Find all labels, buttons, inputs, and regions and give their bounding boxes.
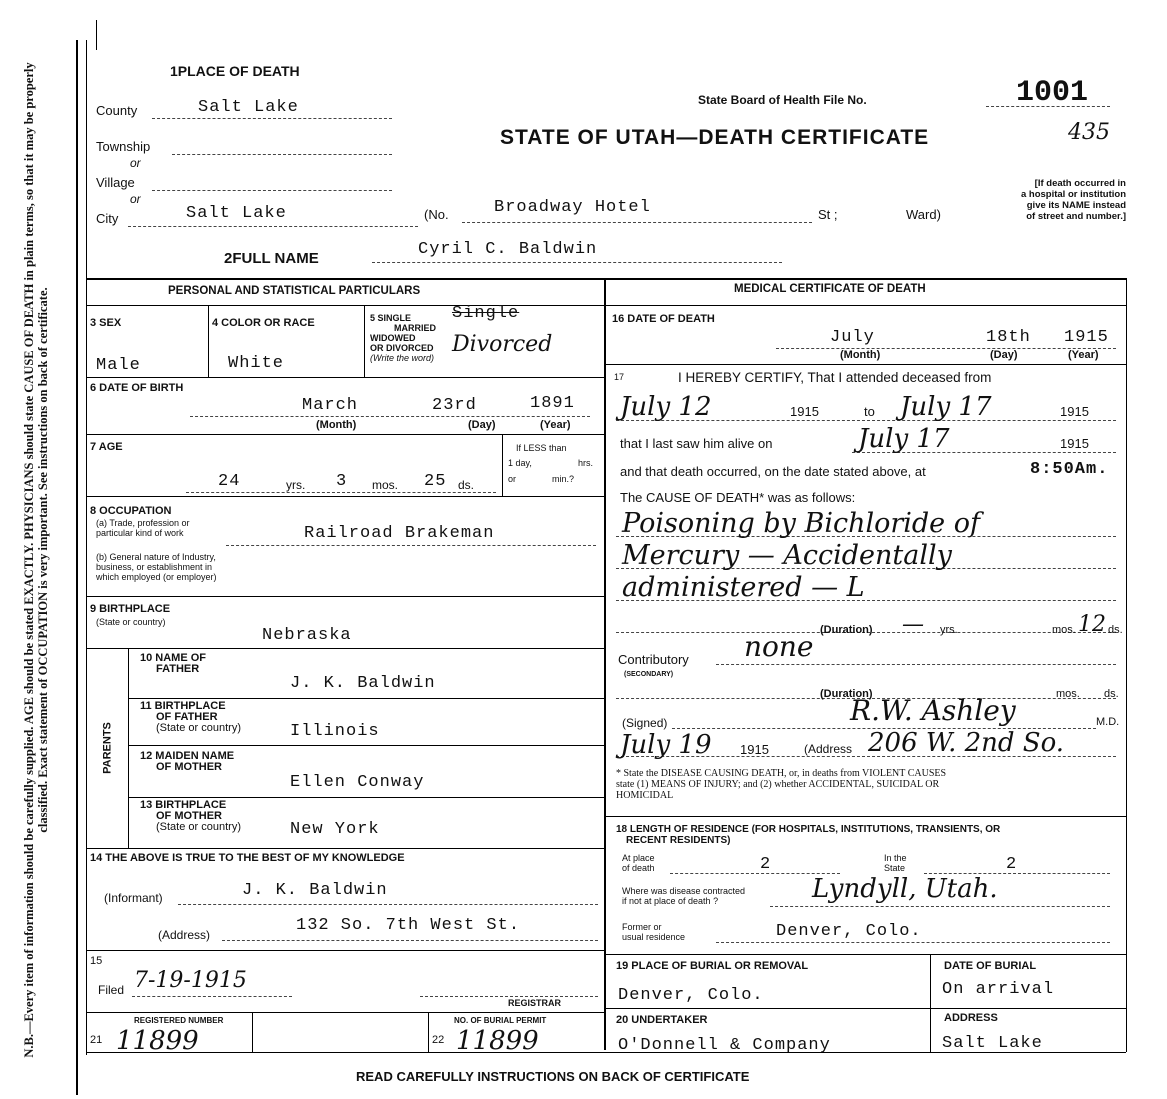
cause-footnote: * State the DISEASE CAUSING DEATH, or, in deaths from VIOLENT CAUSES state (1) MEANS OF INJURY; and (2) whether ACCIDENTAL, SUICIDAL OR HOMICIDAL bbox=[616, 768, 947, 801]
month-caption: (Month) bbox=[840, 349, 881, 361]
grid-line bbox=[86, 305, 604, 306]
month-caption: (Month) bbox=[316, 419, 357, 431]
dod-label: 16 DATE OF DEATH bbox=[612, 313, 715, 325]
color-label: 4 COLOR OR RACE bbox=[212, 317, 315, 329]
dod-day: 18th bbox=[986, 328, 1031, 347]
grid-line bbox=[604, 816, 1126, 817]
undertaker-value: O'Donnell & Company bbox=[618, 1036, 831, 1055]
grid-line bbox=[86, 848, 604, 849]
dob-month: March bbox=[302, 396, 359, 415]
informant-address-value: 132 So. 7th West St. bbox=[296, 916, 521, 935]
grid-line bbox=[86, 496, 604, 497]
reg-num-prefix: 21 bbox=[90, 1034, 103, 1046]
grid-line bbox=[604, 954, 1126, 955]
registered-number-label: REGISTERED NUMBER bbox=[134, 1016, 224, 1025]
informant-line bbox=[178, 904, 598, 905]
frame-tick bbox=[96, 20, 97, 50]
full-name-line bbox=[372, 262, 782, 263]
father-bp-value: Illinois bbox=[290, 722, 380, 741]
day-caption: (Day) bbox=[990, 349, 1018, 361]
birthplace-value: Nebraska bbox=[262, 626, 352, 645]
grid-line bbox=[86, 278, 1126, 280]
occ-a-2: particular kind of work bbox=[96, 528, 184, 538]
city-line bbox=[128, 226, 418, 227]
no-label: (No. bbox=[424, 207, 449, 222]
burial-place-value: Denver, Colo. bbox=[618, 986, 764, 1005]
grid-line bbox=[86, 377, 604, 378]
grid-line bbox=[128, 698, 604, 699]
color-value: White bbox=[228, 354, 285, 373]
to-label: to bbox=[864, 404, 875, 419]
attended-to: July 17 bbox=[900, 392, 992, 422]
mos-label: mos. bbox=[1052, 624, 1076, 636]
contracted-value: Lyndyll, Utah. bbox=[812, 874, 998, 904]
title-annotation: 435 bbox=[1068, 120, 1110, 145]
grid-line bbox=[128, 745, 604, 746]
former-residence-label: Former or usual residence bbox=[622, 922, 686, 942]
age-line bbox=[186, 492, 496, 493]
occ-b-2: business, or establishment in bbox=[96, 562, 213, 572]
burial-place-label: 19 PLACE OF BURIAL OR REMOVAL bbox=[616, 960, 809, 972]
father-bp-label: 11 BIRTHPLACE OF FATHER (State or country) bbox=[140, 700, 241, 734]
burial-date-label: DATE OF BURIAL bbox=[944, 960, 1037, 972]
age-years: 24 bbox=[218, 472, 241, 491]
ds-label: ds. bbox=[458, 478, 475, 492]
no-line bbox=[462, 222, 812, 223]
dob-label: 6 DATE OF BIRTH bbox=[90, 382, 184, 394]
registrar-line bbox=[420, 996, 598, 997]
marital-value: Divorced bbox=[452, 332, 553, 357]
marital-struck: Single bbox=[452, 304, 520, 323]
age-label: 7 AGE bbox=[90, 441, 123, 453]
frame-left-inner bbox=[86, 40, 87, 1055]
informant-label: (Informant) bbox=[104, 891, 163, 905]
or-label: or bbox=[130, 192, 141, 206]
mother-name-value: Ellen Conway bbox=[290, 773, 425, 792]
grid-line bbox=[86, 1052, 604, 1053]
yrs-label: yrs. bbox=[940, 624, 958, 636]
less-than-min: min.? bbox=[552, 474, 575, 484]
city-value: Salt Lake bbox=[186, 204, 287, 223]
occupation-value: Railroad Brakeman bbox=[304, 524, 495, 543]
contributory-label: Contributory bbox=[618, 652, 689, 667]
dod-month: July bbox=[830, 328, 875, 347]
address-line bbox=[222, 940, 598, 941]
grid-line bbox=[604, 1052, 1126, 1053]
ward-label: Ward) bbox=[906, 207, 941, 222]
county-value: Salt Lake bbox=[198, 98, 299, 117]
physician-address-label: (Address bbox=[804, 742, 853, 756]
mos-label: mos. bbox=[372, 478, 399, 492]
yrs-label: yrs. bbox=[286, 478, 306, 492]
grid-line bbox=[86, 596, 604, 597]
grid-line bbox=[86, 1012, 604, 1013]
certificate-title: STATE OF UTAH—DEATH CERTIFICATE bbox=[500, 126, 930, 149]
grid-line bbox=[428, 1012, 429, 1052]
duration-months: 12 bbox=[1078, 612, 1106, 637]
undertaker-label: 20 UNDERTAKER bbox=[616, 1014, 708, 1026]
permit-prefix: 22 bbox=[432, 1034, 445, 1046]
last-saw-value: July 17 bbox=[858, 424, 950, 454]
sex-label: 3 SEX bbox=[90, 317, 122, 329]
dob-line bbox=[190, 416, 590, 417]
dod-line bbox=[776, 348, 1116, 349]
in-state-label: In the State bbox=[884, 853, 907, 873]
contributory-value: none bbox=[744, 630, 814, 663]
residence-label: 18 LENGTH OF RESIDENCE (FOR HOSPITALS, INSTITUTIONS, TRANSIENTS, OR RECENT RESIDENTS) bbox=[616, 824, 1001, 846]
mother-name-label: 12 MAIDEN NAME OF MOTHER bbox=[140, 750, 235, 773]
filed-num: 15 bbox=[90, 955, 103, 967]
in-state-mos: 2 bbox=[1006, 855, 1018, 874]
occupation-label: 8 OCCUPATION bbox=[90, 505, 172, 517]
undertaker-address-value: Salt Lake bbox=[942, 1034, 1043, 1053]
informant-value: J. K. Baldwin bbox=[242, 881, 388, 900]
cause-line-2: Mercury — Accidentally bbox=[622, 540, 952, 571]
undertaker-address-label: ADDRESS bbox=[944, 1012, 998, 1024]
grid-line bbox=[930, 954, 931, 1052]
signed-year: 1915 bbox=[740, 742, 769, 757]
occ-b-3: which employed (or employer) bbox=[96, 572, 217, 582]
certify-text: I HEREBY CERTIFY, That I attended deceased from bbox=[678, 370, 992, 385]
grid-line bbox=[86, 434, 604, 435]
true-statement: 14 THE ABOVE IS TRUE TO THE BEST OF MY KNOWLEDGE bbox=[90, 852, 405, 864]
birthplace-sub: (State or country) bbox=[96, 617, 166, 627]
full-name-label: 2FULL NAME bbox=[224, 250, 319, 267]
file-no-value: 1001 bbox=[1016, 76, 1089, 110]
physician-address-value: 206 W. 2nd So. bbox=[868, 728, 1065, 758]
former-residence-value: Denver, Colo. bbox=[776, 922, 922, 941]
grid-line bbox=[128, 797, 604, 798]
less-than-hrs: hrs. bbox=[578, 458, 594, 468]
frame-left bbox=[76, 40, 78, 1095]
or-label: or bbox=[130, 156, 141, 170]
st-label: St ; bbox=[818, 207, 838, 222]
ds-label: ds. bbox=[1108, 624, 1123, 636]
death-time: 8:50Am. bbox=[1030, 460, 1109, 479]
grid-line bbox=[252, 1012, 253, 1052]
attended-to-year: 1915 bbox=[1060, 404, 1089, 419]
dod-year: 1915 bbox=[1064, 328, 1109, 347]
village-line bbox=[152, 190, 392, 191]
city-label: City bbox=[96, 211, 119, 226]
age-days: 25 bbox=[424, 472, 447, 491]
grid-line bbox=[86, 950, 604, 951]
place-of-death-label: 1PLACE OF DEATH bbox=[170, 63, 300, 79]
grid-line bbox=[502, 434, 503, 496]
contracted-line bbox=[770, 906, 1110, 907]
filed-label: Filed bbox=[98, 983, 125, 997]
grid-line bbox=[128, 648, 129, 848]
contributory-line bbox=[716, 664, 1116, 665]
attended-from: July 12 bbox=[620, 392, 712, 422]
county-line bbox=[152, 118, 392, 119]
registered-number-value: 11899 bbox=[116, 1026, 199, 1056]
mos-label: mos. bbox=[1056, 688, 1080, 700]
marital-labels: 5 SINGLE MARRIED WIDOWED OR DIVORCED (Write the word) bbox=[370, 313, 436, 363]
death-occurred-text: and that death occurred, on the date stated above, at bbox=[620, 464, 926, 479]
cause-line-3: administered — L bbox=[622, 572, 865, 603]
file-no-label: State Board of Health File No. bbox=[698, 93, 867, 107]
mother-bp-label: 13 BIRTHPLACE OF MOTHER (State or country) bbox=[140, 799, 241, 833]
secondary-label: (SECONDARY) bbox=[624, 671, 674, 678]
grid-line bbox=[604, 364, 1126, 365]
signed-date: July 19 bbox=[620, 730, 712, 760]
sidebar bbox=[0, 0, 72, 1099]
township-label: Township bbox=[96, 139, 151, 154]
grid-line bbox=[364, 305, 365, 377]
parents-label: PARENTS bbox=[101, 722, 114, 774]
center-divider bbox=[604, 278, 606, 1050]
birthplace-label: 9 BIRTHPLACE bbox=[90, 603, 171, 615]
grid-line bbox=[86, 648, 604, 649]
md-label: M.D. bbox=[1096, 716, 1120, 728]
cause-label: The CAUSE OF DEATH* was as follows: bbox=[620, 490, 856, 505]
grid-line bbox=[604, 1008, 1126, 1009]
day-caption: (Day) bbox=[468, 419, 496, 431]
less-than-day: 1 day, bbox=[508, 458, 532, 468]
hospital-note: [If death occurred in a hospital or institution give its NAME instead of street and number.] bbox=[1020, 178, 1126, 222]
occupation-line bbox=[226, 545, 596, 546]
burial-permit-label: NO. OF BURIAL PERMIT bbox=[454, 1016, 547, 1025]
at-place-mos: 2 bbox=[760, 855, 772, 874]
sex-value: Male bbox=[96, 356, 141, 375]
burial-permit-value: 11899 bbox=[456, 1026, 539, 1056]
medical-title: MEDICAL CERTIFICATE OF DEATH bbox=[734, 283, 926, 295]
former-residence-line bbox=[716, 942, 1110, 943]
personal-title: PERSONAL AND STATISTICAL PARTICULARS bbox=[168, 285, 421, 297]
dob-year: 1891 bbox=[530, 394, 575, 413]
last-saw-year: 1915 bbox=[1060, 436, 1089, 451]
village-label: Village bbox=[96, 175, 135, 190]
occ-b-1: (b) General nature of Industry, bbox=[96, 552, 216, 562]
cert-num: 17 bbox=[614, 372, 625, 382]
less-than-label: If LESS than bbox=[516, 443, 567, 453]
informant-address-label: (Address) bbox=[158, 928, 211, 942]
at-place-label: At place of death bbox=[622, 853, 655, 873]
township-line bbox=[172, 154, 392, 155]
duration-years: — bbox=[902, 612, 924, 637]
street-value: Broadway Hotel bbox=[494, 198, 651, 217]
dob-day: 23rd bbox=[432, 396, 477, 415]
burial-date-value: On arrival bbox=[942, 980, 1055, 999]
county-label: County bbox=[96, 103, 138, 118]
occ-a-1: (a) Trade, profession or bbox=[96, 518, 190, 528]
filed-value: 7-19-1915 bbox=[134, 968, 247, 993]
duration-label: (Duration) bbox=[820, 624, 873, 636]
registrar-label: REGISTRAR bbox=[508, 998, 562, 1008]
father-name-label: 10 NAME OF FATHER bbox=[140, 652, 207, 675]
cause-line-1: Poisoning by Bichloride of bbox=[622, 508, 980, 539]
footer-instructions: READ CAREFULLY INSTRUCTIONS ON BACK OF CERTIFICATE bbox=[356, 1069, 750, 1084]
contracted-label: Where was disease contracted if not at place of death ? bbox=[622, 886, 746, 906]
last-saw-text: that I last saw him alive on bbox=[620, 436, 773, 451]
frame-right bbox=[1126, 278, 1127, 1052]
grid-line bbox=[208, 305, 209, 377]
less-than-or: or bbox=[508, 474, 517, 484]
grid-line bbox=[604, 305, 1126, 306]
attended-from-year: 1915 bbox=[790, 404, 819, 419]
ds-label: ds. bbox=[1104, 688, 1119, 700]
age-months: 3 bbox=[336, 472, 348, 491]
mother-bp-value: New York bbox=[290, 820, 380, 839]
year-caption: (Year) bbox=[1068, 349, 1099, 361]
sidebar-note: N.B.—Every item of information should be carefully supplied. AGE should be stated EXACTLY. PHYSICIANS should state CAUSE OF DEATH in plain terms, so that it may be properly classified. Exact statement of OCCUPATION is very important. See instructions on back of certificate. bbox=[22, 62, 50, 1058]
signed-label: (Signed) bbox=[622, 716, 668, 730]
year-caption: (Year) bbox=[540, 419, 571, 431]
full-name-value: Cyril C. Baldwin bbox=[418, 240, 598, 259]
duration-label: (Duration) bbox=[820, 688, 873, 700]
filed-line bbox=[132, 996, 292, 997]
father-name-value: J. K. Baldwin bbox=[290, 674, 436, 693]
physician-signature: R.W. Ashley bbox=[850, 694, 1016, 727]
